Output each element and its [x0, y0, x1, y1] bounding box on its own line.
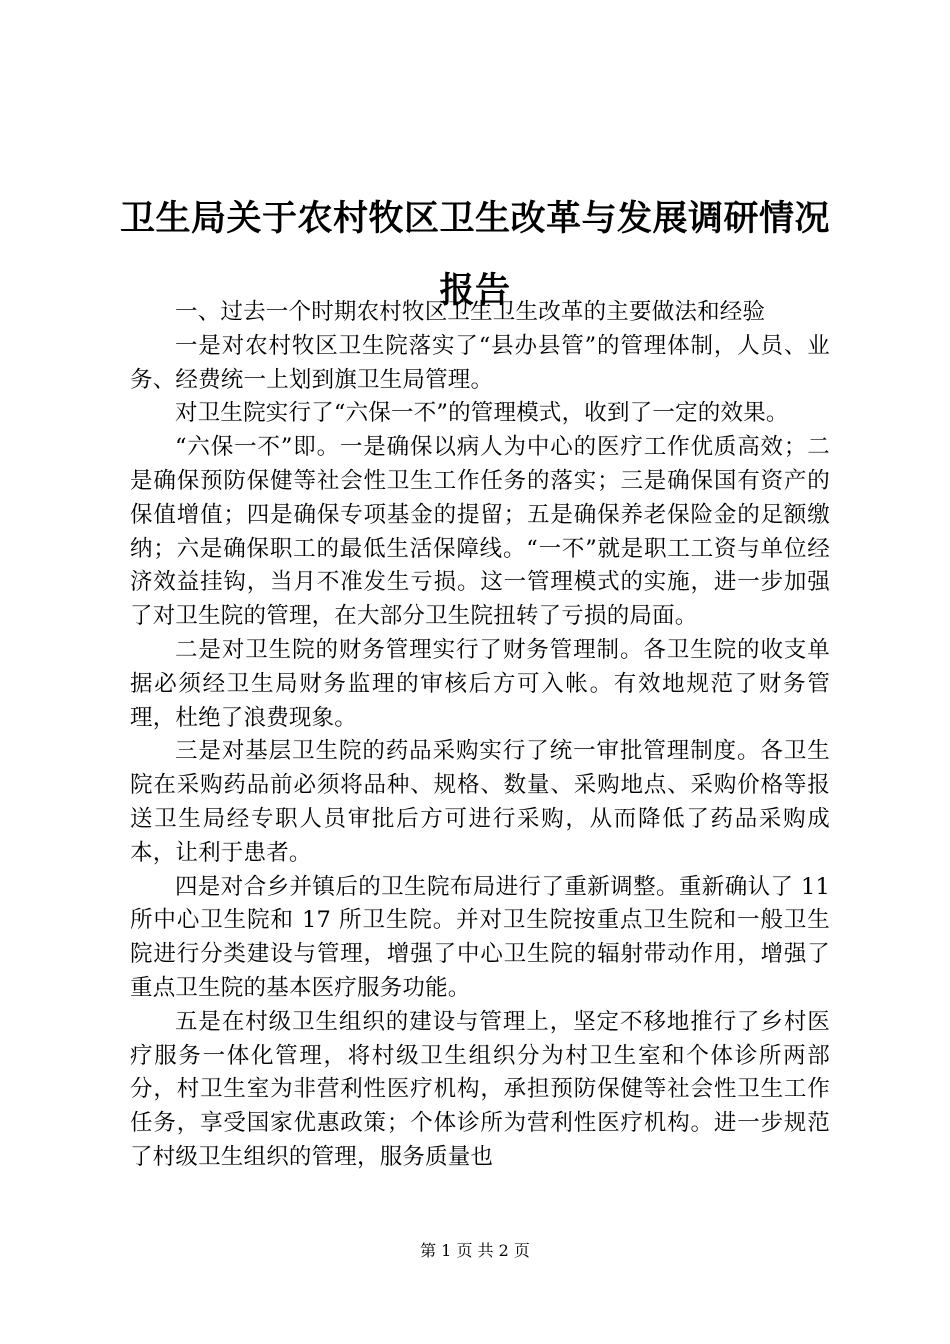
- document-title: 卫生局关于农村牧区卫生改革与发展调研情况报告: [119, 198, 830, 311]
- paragraph: 一是对农村牧区卫生院落实了“县办县管”的管理体制，人员、业务、经费统一上划到旗卫生局管理。: [130, 332, 830, 393]
- paragraph: 二是对卫生院的财务管理实行了财务管理制。各卫生院的收支单据必须经卫生局财务监理的审核后方可入帐。有效地规范了财务管理，杜绝了浪费现象。: [130, 636, 830, 731]
- document-body: [130, 296, 830, 1175]
- paragraph: 五是在村级卫生组织的建设与管理上，坚定不移地推行了乡村医疗服务一体化管理，将村级卫生组织分为村卫生室和个体诊所两部分，村卫生室为非营利性医疗机构，承担预防保健等社会性卫生工作任务，享受国家优惠政策；个体诊所为营利性医疗机构。进一步规范了村级卫生组织的管理，服务质量也: [130, 1008, 830, 1170]
- paragraph: 四是对合乡并镇后的卫生院布局进行了重新调整。重新确认了 11 所中心卫生院和 17 所卫生院。并对卫生院按重点卫生院和一般卫生院进行分类建设与管理，增强了中心卫生院的辐射带动作用，增强了重点卫生院的基本医疗服务功能。: [130, 873, 830, 1001]
- paragraph-section-heading: 一、过去一个时期农村牧区卫生卫生改革的主要做法和经验: [175, 299, 766, 325]
- paragraph: “六保一不”即。一是确保以病人为中心的医疗工作优质高效；二是确保预防保健等社会性卫生工作任务的落实；三是确保国有资产的保值增值；四是确保专项基金的提留；五是确保养老保险金的足额缴纳；六是确保职工的最低生活保障线。“一不”就是职工工资与单位经济效益挂钩，当月不准发生亏损。这一管理模式的实施，进一步加强了对卫生院的管理，在大部分卫生院扭转了亏损的局面。: [130, 434, 830, 630]
- paragraph: 对卫生院实行了“六保一不”的管理模式，收到了一定的效果。: [175, 400, 789, 427]
- paragraph: 三是对基层卫生院的药品采购实行了统一审批管理制度。各卫生院在采购药品前必须将品种、规格、数量、采购地点、采购价格等报送卫生局经专职人员审批后方可进行采购，从而降低了药品采购成本，让利于患者。: [130, 738, 830, 866]
- page-footer: 第 1 页 共 2 页: [420, 1241, 530, 1260]
